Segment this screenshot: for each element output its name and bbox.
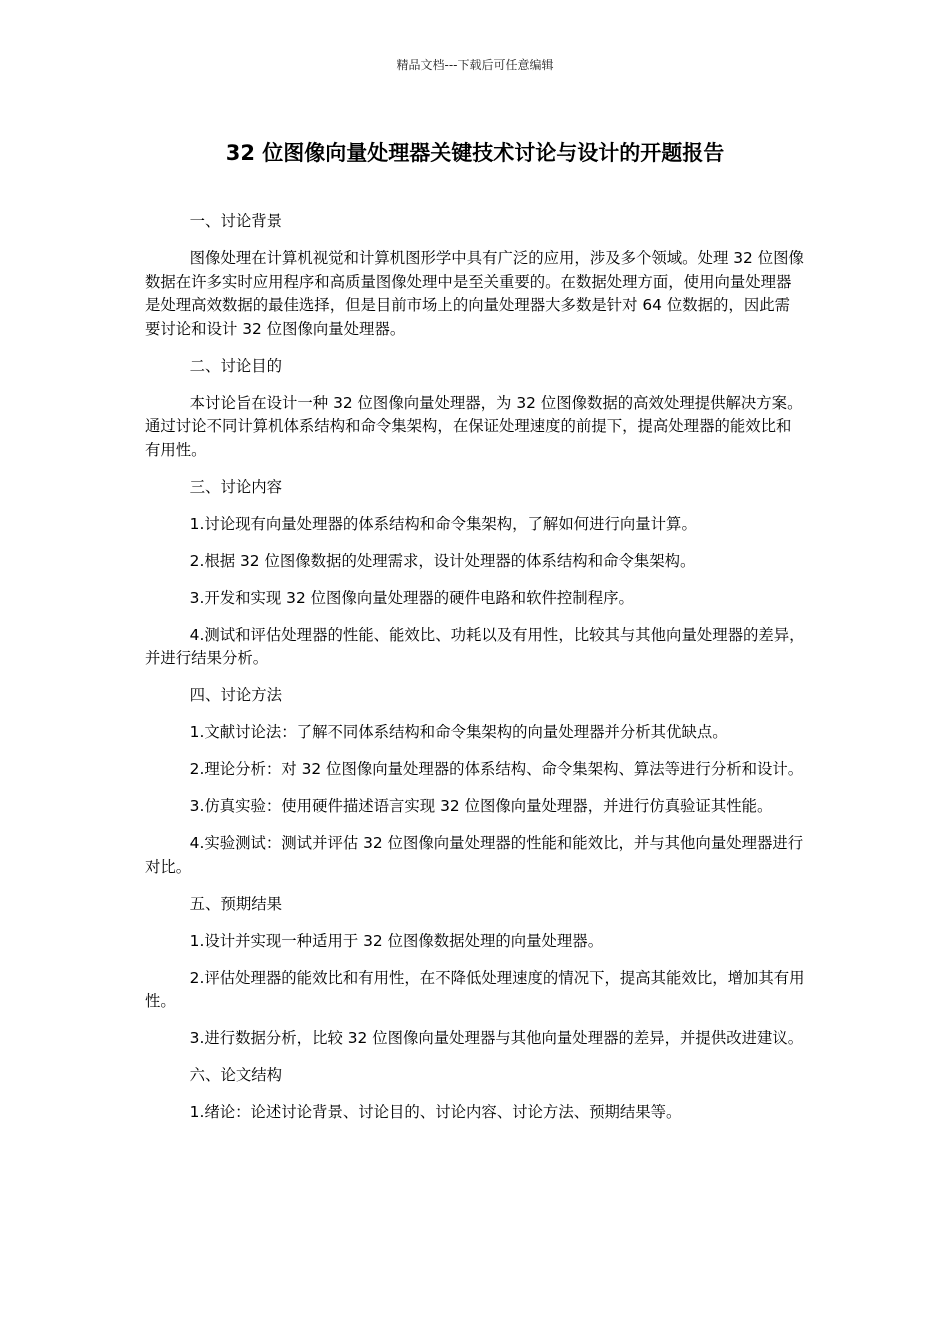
section-heading-methods: 四、讨论方法 — [189, 686, 283, 704]
paragraph-background: 图像处理在计算机视觉和计算机图形学中具有广泛的应用，涉及多个领域。处理 32 位图像数据在许多实时应用程序和高质量图像处理中是至关重要的。在数据处理方面，使用向量处理器是处理高效数据的最佳选择，但是目前市场上的向量处理器大多数是针对 64 位数据的，因此需要讨论和设计 32 位图像向量处理器。 — [145, 249, 804, 338]
document-body — [145, 210, 805, 1138]
list-item-methods-3: 3.仿真实验：使用硬件描述语言实现 32 位图像向量处理器，并进行仿真验证其性能。 — [189, 797, 773, 815]
list-item-methods-2: 2.理论分析：对 32 位图像向量处理器的体系结构、命令集架构、算法等进行分析和设计。 — [189, 760, 804, 778]
document-title: 32 位图像向量处理器关键技术讨论与设计的开题报告 — [225, 141, 725, 165]
list-item-results-1: 1.设计并实现一种适用于 32 位图像数据处理的向量处理器。 — [189, 931, 604, 950]
section-heading-results: 五、预期结果 — [189, 894, 283, 913]
section-heading-background: 一、讨论背景 — [189, 212, 283, 230]
list-item-structure-1: 1.绪论：论述讨论背景、讨论目的、讨论内容、讨论方法、预期结果等。 — [189, 1103, 682, 1121]
list-item-results-3: 3.进行数据分析，比较 32 位图像向量处理器与其他向量处理器的差异，并提供改进建议。 — [189, 1029, 804, 1047]
list-item-results-2: 2.评估处理器的能效比和有用性，在不降低处理速度的情况下，提高其能效比，增加其有用性。 — [145, 968, 805, 1010]
list-item-content-4: 4.测试和评估处理器的性能、能效比、功耗以及有用性，比较其与其他向量处理器的差异，并进行结果分析。 — [145, 625, 805, 667]
list-item-content-3: 3.开发和实现 32 位图像向量处理器的硬件电路和软件控制程序。 — [189, 588, 634, 607]
section-heading-structure: 六、论文结构 — [189, 1066, 283, 1084]
section-heading-purpose: 二、讨论目的 — [189, 356, 283, 375]
list-item-methods-4: 4.实验测试：测试并评估 32 位图像向量处理器的性能和能效比，并与其他向量处理器进行对比。 — [145, 834, 804, 876]
page-header: 精品文档---下载后可任意编辑 — [396, 58, 554, 72]
section-heading-content: 三、讨论内容 — [189, 477, 283, 496]
list-item-methods-1: 1.文献讨论法：了解不同体系结构和命令集架构的向量处理器并分析其优缺点。 — [189, 723, 728, 741]
list-item-content-1: 1.讨论现有向量处理器的体系结构和命令集架构，了解如何进行向量计算。 — [189, 514, 697, 533]
paragraph-purpose: 本讨论旨在设计一种 32 位图像向量处理器，为 32 位图像数据的高效处理提供解决方案。通过讨论不同计算机体系结构和命令集架构，在保证处理速度的前提下，提高处理器的能效比和有用性。 — [145, 393, 803, 459]
list-item-content-2: 2.根据 32 位图像数据的处理需求，设计处理器的体系结构和命令集架构。 — [189, 551, 696, 570]
